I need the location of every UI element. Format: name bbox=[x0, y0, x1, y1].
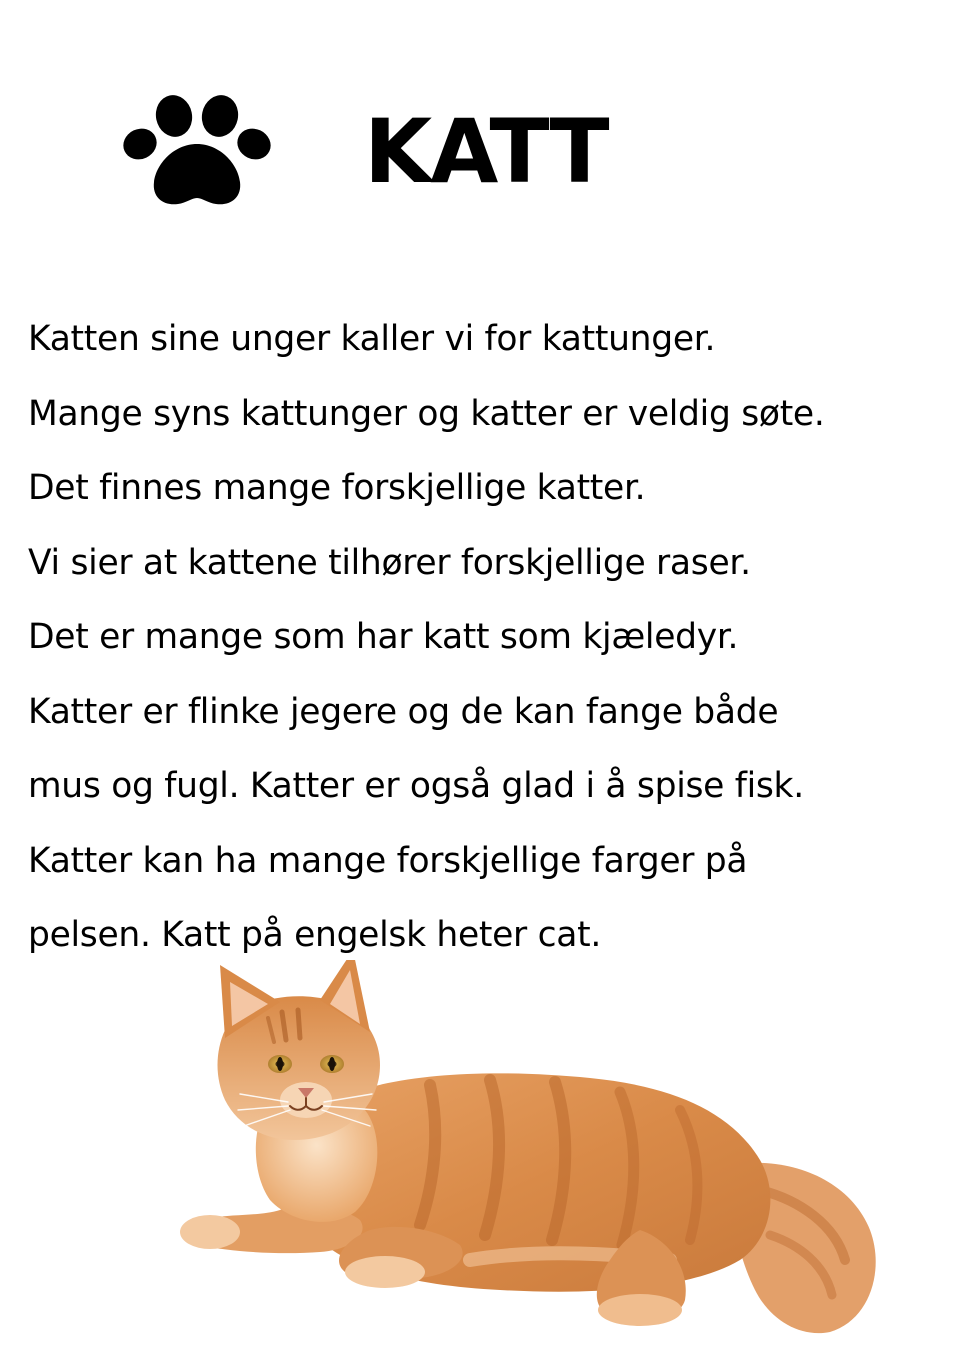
text-line: mus og fugl. Katter er også glad i å spise fisk. bbox=[28, 766, 804, 806]
text-line: Det er mange som har katt som kjæledyr. bbox=[28, 617, 739, 657]
text-line: Vi sier at kattene tilhører forskjellige raser. bbox=[28, 542, 751, 583]
text-line: Katten sine unger kaller vi for kattunger. bbox=[28, 319, 716, 359]
text-line: pelsen. Katt på engelsk heter cat. bbox=[28, 915, 602, 955]
page-title: KATT bbox=[364, 100, 608, 203]
paw-print-icon bbox=[120, 92, 274, 208]
text-line: Det finnes mange forskjellige katter. bbox=[28, 468, 646, 508]
text-line: Katter er flinke jegere og de kan fange både bbox=[28, 691, 779, 732]
page-header bbox=[0, 0, 954, 260]
cat-illustration bbox=[170, 960, 890, 1340]
text-line: Mange syns kattunger og katter er veldig søte. bbox=[28, 393, 825, 434]
body-text bbox=[28, 302, 938, 973]
text-line: Katter kan ha mange forskjellige farger på bbox=[28, 840, 748, 881]
